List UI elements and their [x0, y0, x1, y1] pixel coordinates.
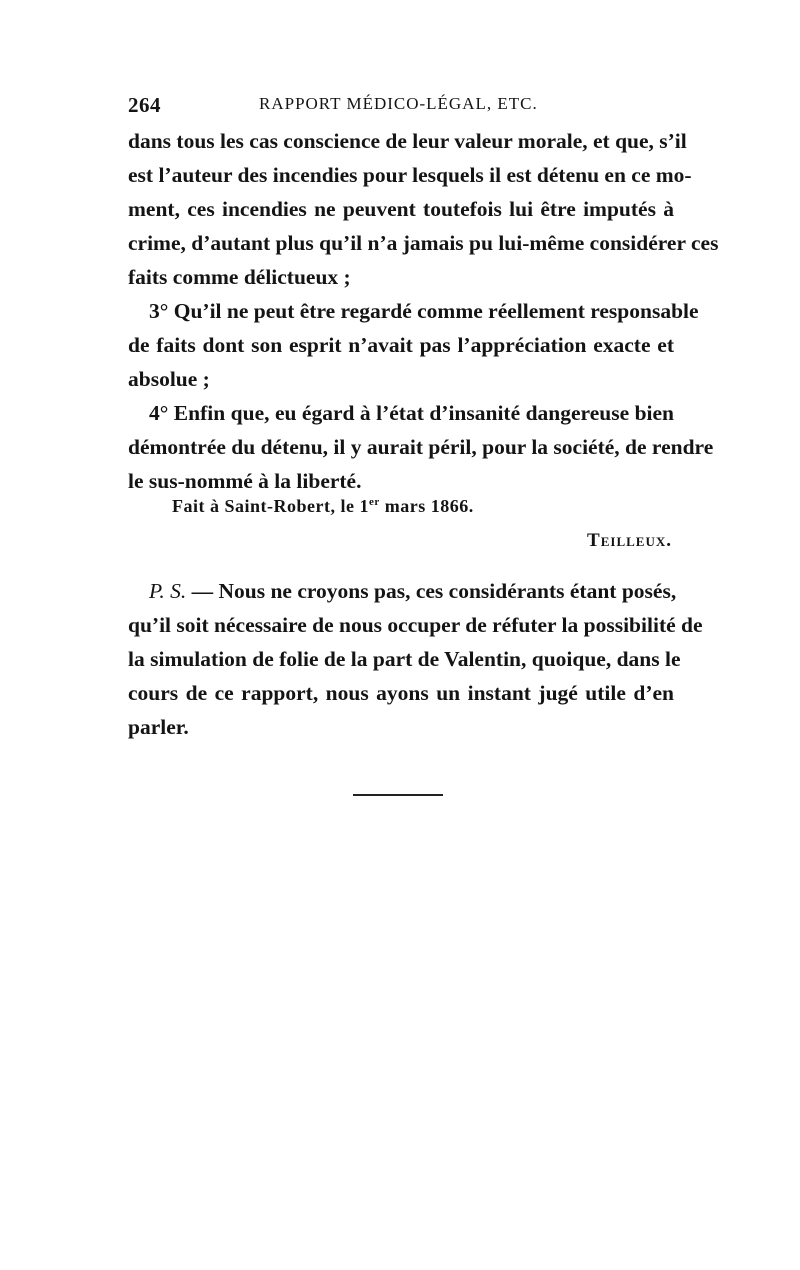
postscript-first-line-text: — Nous ne croyons pas, ces considérants étant posés,: [186, 579, 677, 603]
running-head: RAPPORT MÉDICO-LÉGAL, ETC.: [259, 94, 538, 113]
text-line: 3° Qu’il ne peut être regardé comme réellement responsable: [149, 299, 699, 323]
page-header: [128, 93, 674, 121]
text-line: parler.: [128, 715, 189, 739]
date-line: [172, 496, 474, 517]
text-line: le sus-nommé à la liberté.: [128, 469, 362, 493]
text-line: est l’auteur des incendies pour lesquels il est détenu en ce mo-: [128, 163, 692, 187]
text-line: la simulation de folie de la part de Valentin, quoique, dans le: [128, 647, 681, 671]
date-suffix: mars 1866.: [379, 496, 474, 516]
text-line: de faits dont son esprit n’avait pas l’appréciation exacte et: [128, 333, 674, 357]
text-line: cours de ce rapport, nous ayons un instant jugé utile d’en: [128, 681, 674, 705]
date-prefix: Fait à Saint-Robert, le 1: [172, 496, 369, 516]
signature: Teilleux.: [587, 530, 672, 551]
text-line: absolue ;: [128, 367, 210, 391]
text-line: qu’il soit nécessaire de nous occuper de réfuter la possibilité de: [128, 613, 703, 637]
text-line: dans tous les cas conscience de leur valeur morale, et que, s’il: [128, 129, 687, 153]
text-line: faits comme délictueux ;: [128, 265, 351, 289]
postscript-first-line: [149, 574, 677, 608]
text-line: 4° Enfin que, eu égard à l’état d’insanité dangereuse bien: [149, 401, 674, 425]
postscript-label: P. S.: [149, 579, 187, 603]
date-superscript: er: [368, 496, 380, 508]
text-line: ment, ces incendies ne peuvent toutefois lui être imputés à: [128, 197, 674, 221]
text-line: démontrée du détenu, il y aurait péril, pour la société, de rendre: [128, 435, 714, 459]
closing-rule: [353, 794, 443, 796]
page-number: 264: [128, 93, 161, 117]
text-line: crime, d’autant plus qu’il n’a jamais pu lui-même considérer ces: [128, 231, 719, 255]
